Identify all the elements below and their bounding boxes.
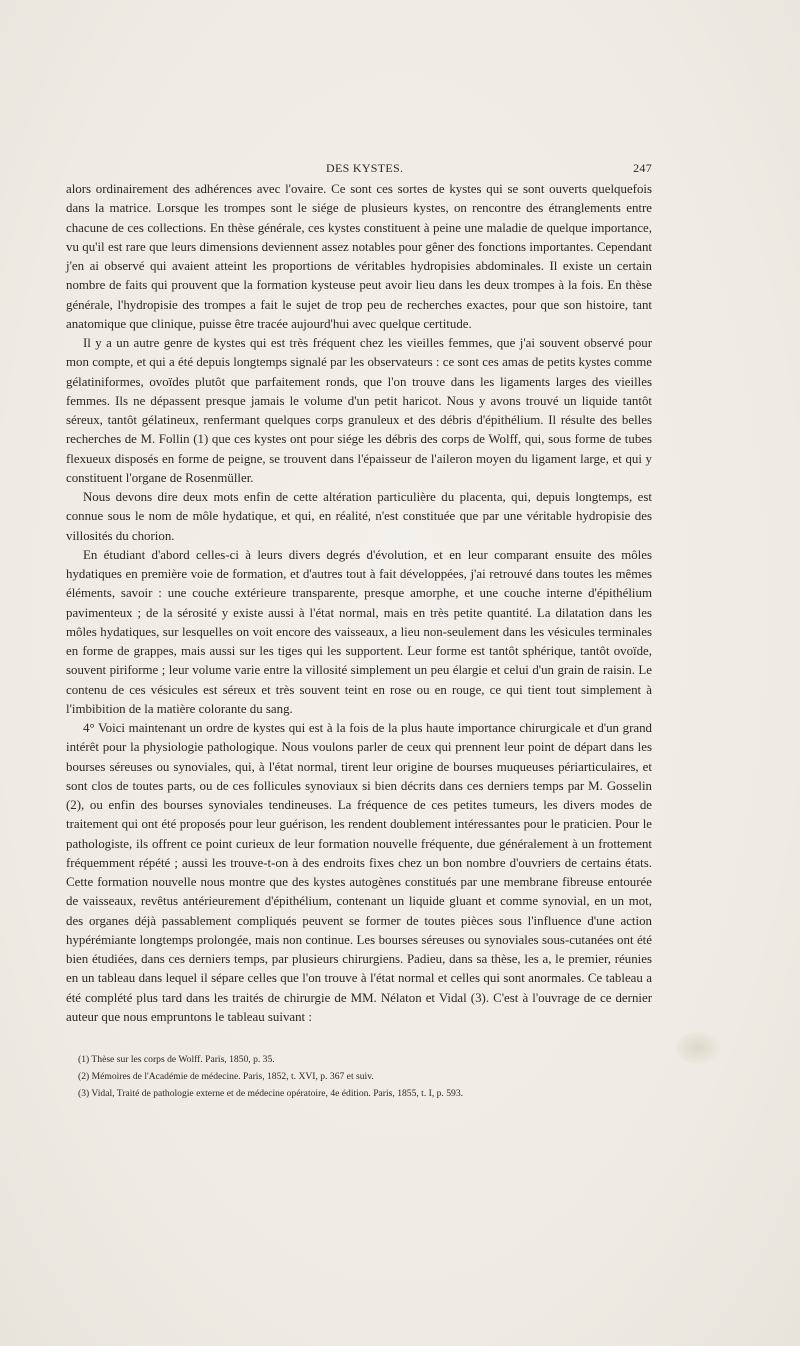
paragraph: Il y a un autre genre de kystes qui est très fréquent chez les vieilles femmes, que j'ai souvent observé pour mon compte, et qui a été depuis longtemps signalé par les observateurs : ce sont ces amas de petits kystes comme gélatiniformes, ovoïdes plutôt que parfaitement ronds, que l'on trouve dans les ligaments larges des vieilles femmes. Ils ne dépassent presque jamais le volume d'un petit haricot. Nous y avons trouvé un liquide tantôt séreux, tantôt gélatineux, renfermant quelques corps granuleux et des débris d'épithélium. Il résulte des belles recherches de M. Follin (1) que ces kystes ont pour siége les débris des corps de Wolff, qui, sous forme de tubes flexueux disposés en forme de peigne, se trouvent dans l'épaisseur de l'aileron moyen du ligament large, et qui y constituent l'organe de Rosenmüller. xyxy=(66,336,652,485)
footnote: (2) Mémoires de l'Académie de médecine. Paris, 1852, t. XVI, p. 367 et suiv. xyxy=(78,1071,374,1082)
body-text xyxy=(66,180,652,1027)
page-header xyxy=(66,161,652,177)
paragraph: 4° Voici maintenant un ordre de kystes qui est à la fois de la plus haute importance chirurgicale et d'un grand intérêt pour la physiologie pathologique. Nous voulons parler de ceux qui prennent leur point de départ dans les bourses séreuses ou synoviales, qui, à l'état normal, tirent leur origine de bourses muqueuses périarticulaires, et sont clos de toutes parts, ou de ces follicules synoviaux si bien décrits dans ces derniers temps par M. Gosselin (2), ou enfin des bourses synoviales tendineuses. La fréquence de ces petites tumeurs, les divers modes de traitement qui ont été proposés pour leur guérison, les rendent doublement intéressantes pour le praticien. Pour le pathologiste, ils offrent ce point curieux de leur formation nouvelle fréquente, due généralement à un frottement fréquemment répété ; aussi les trouve-t-on à des endroits fixes chez un bon nombre d'ouvriers de certains états. Cette formation nouvelle nous montre que des kystes autogènes constitués par une membrane fibreuse entourée de vaisseaux, revêtus antérieurement d'épithélium, contenant un liquide gluant et comme synovial, en un mot, des organes déjà passablement compliqués peuvent se former de toutes pièces sous l'influence d'une action hypérémiante longtemps prolongée, mais non continue. Les bourses séreuses ou synoviales sous-cutanées ont été bien étudiées, dans ces derniers temps, par plusieurs chirurgiens. Padieu, dans sa thèse, les a, le premier, réunies en un tableau dans lequel il sépare celles que l'on trouve à l'état normal et celles qui sont anormales. Ce tableau a été complété plus tard dans les traités de chirurgie de MM. Nélaton et Vidal (3). C'est à l'ouvrage de ce dernier auteur que nous empruntons le tableau suivant : xyxy=(66,721,652,1024)
footnote: (1) Thèse sur les corps de Wolff. Paris, 1850, p. 35. xyxy=(78,1054,275,1065)
running-title: DES KYSTES. xyxy=(326,161,404,175)
footnote: (3) Vidal, Traité de pathologie externe et de médecine opératoire, 4e édition. Paris, 1855, t. I, p. 593. xyxy=(78,1088,464,1099)
footnotes xyxy=(66,1051,652,1102)
paper-stain xyxy=(676,1032,720,1064)
paragraph: Nous devons dire deux mots enfin de cette altération particulière du placenta, qui, depuis longtemps, est connue sous le nom de môle hydatique, et qui, en réalité, n'est constituée que par une véritable hydropisie des villosités du chorion. xyxy=(66,490,652,543)
paragraph: alors ordinairement des adhérences avec l'ovaire. Ce sont ces sortes de kystes qui se sont ouverts quelquefois dans la matrice. Lorsque les trompes sont le siége de plusieurs kystes, on rencontre des étranglements entre chacune de ces collections. En thèse générale, ces kystes constituent à peine une maladie de quelque importance, vu qu'il est rare que leurs dimensions deviennent assez notables pour gêner des fonctions importantes. Cependant j'en ai observé qui avaient atteint les proportions de véritables hydropisies abdominales. Il existe un certain nombre de faits qui prouvent que la formation kysteuse peut avoir lieu dans les deux trompes à la fois. En thèse générale, l'hydropisie des trompes a fait le sujet de trop peu de recherches exactes, pour que son histoire, tant anatomique que clinique, puisse être tracée aujourd'hui avec quelque certitude. xyxy=(66,182,652,331)
page-number: 247 xyxy=(633,161,652,175)
paragraph: En étudiant d'abord celles-ci à leurs divers degrés d'évolution, et en leur comparant ensuite des môles hydatiques en première voie de formation, et d'autres tout à fait développées, j'ai retrouvé dans toutes les mêmes éléments, savoir : une couche extérieure transparente, presque amorphe, et une couche interne d'épithélium pavimenteux ; de la sérosité y existe aussi à l'état normal, mais en très petite quantité. La dilatation dans les môles hydatiques, sur lesquelles on voit encore des vaisseaux, a lieu non-seulement dans les vésicules terminales en forme de grappes, mais aussi sur les tiges qui les supportent. Leur forme est tantôt sphérique, tantôt ovoïde, souvent piriforme ; leur volume varie entre la villosité simplement un peu élargie et celui d'un grain de raisin. Le contenu de ces vésicules est séreux et très souvent teint en rose ou en rouge, ce qui tient tout simplement à l'imbibition de la matière colorante du sang. xyxy=(66,547,652,716)
